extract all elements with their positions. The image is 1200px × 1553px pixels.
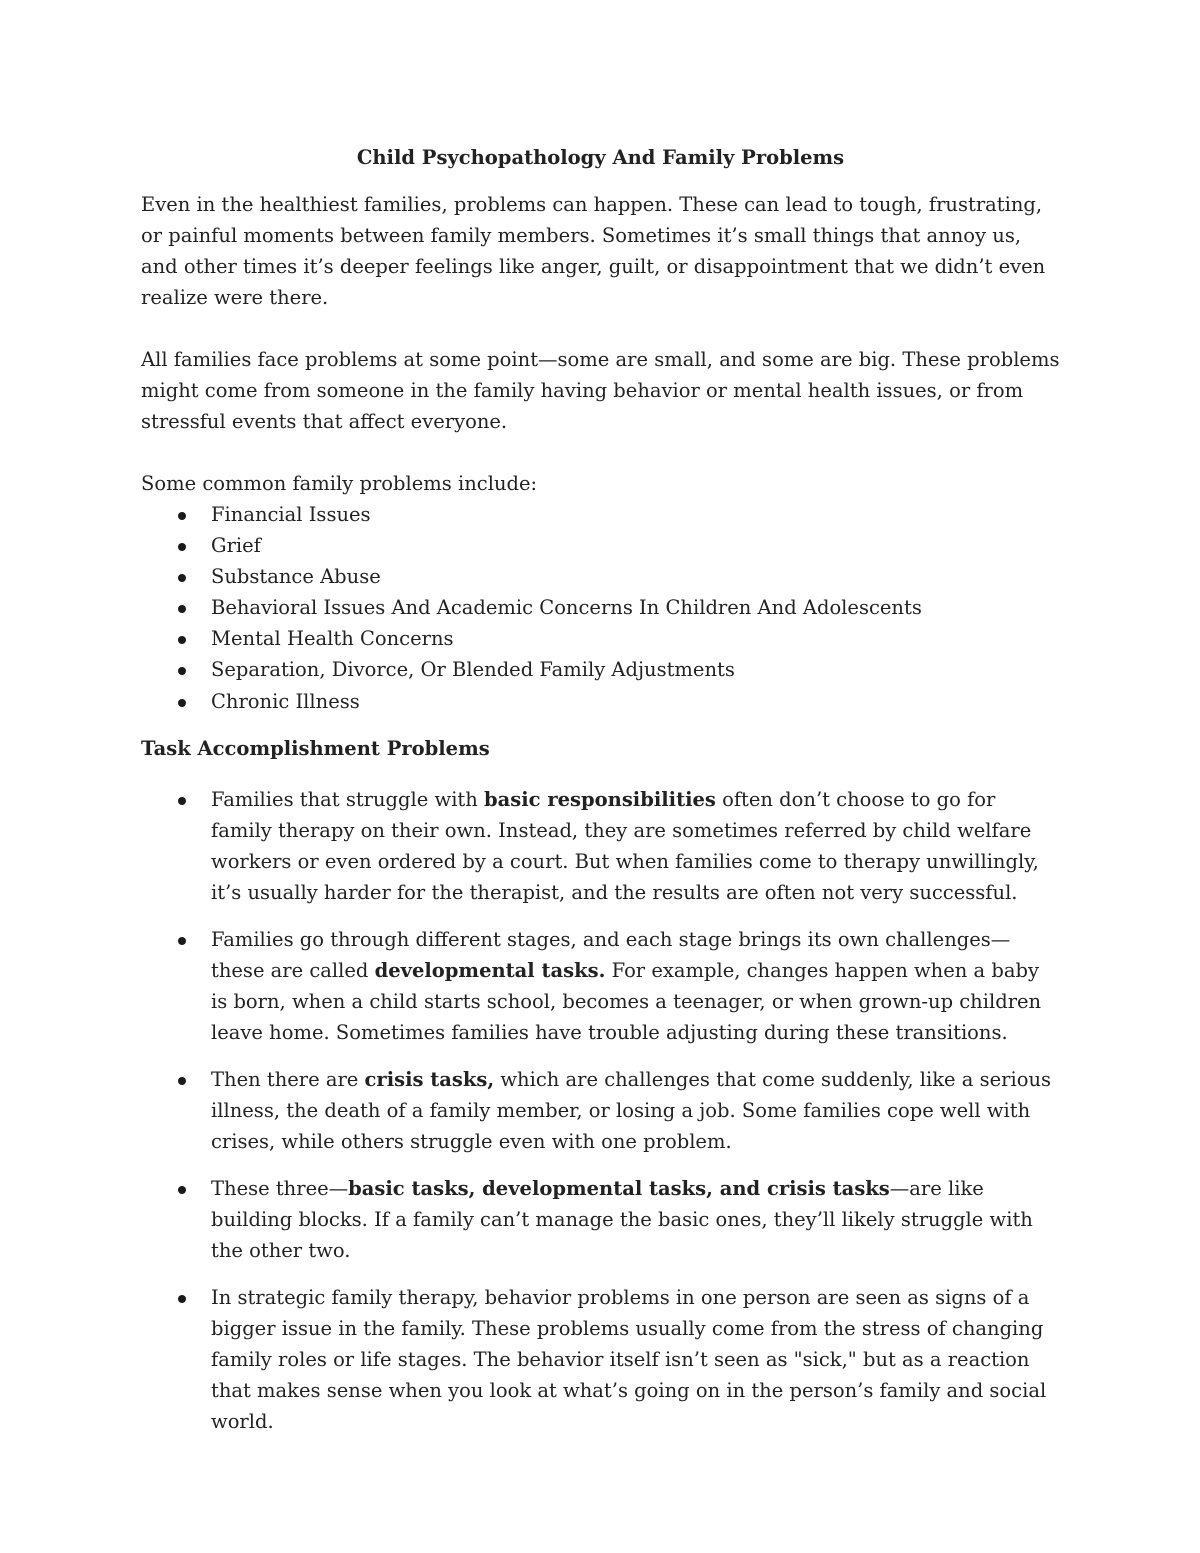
list-item-pre: Families that struggle with (211, 787, 485, 811)
list-item (211, 924, 1060, 1048)
task-problems-list (141, 784, 1060, 1437)
bullet-icon (178, 605, 186, 613)
bullet-icon (178, 1077, 186, 1085)
list-item-pre: Families go through different stages, and each stage brings its own challenges—these are called (211, 927, 1011, 982)
bullet-icon (178, 543, 186, 551)
list-item (211, 686, 1060, 717)
bullet-icon (178, 574, 186, 582)
list-item-text: Mental Health Concerns (211, 627, 454, 651)
document-title: Child Psychopathology And Family Problems (356, 146, 845, 169)
list-item-pre: These three— (211, 1176, 349, 1200)
bullet-icon (178, 1295, 186, 1303)
list-item-text: Chronic Illness (211, 689, 360, 713)
list-item (211, 654, 1060, 685)
list-item-post: which are challenges that come suddenly, like a serious illness, the death of a family member, or losing a job. Some families cope well with crises, while others struggle even with one problem. (211, 1067, 1052, 1153)
bullet-icon (178, 636, 186, 644)
list-item-text: Separation, Divorce, Or Blended Family Adjustments (211, 658, 735, 682)
list-item-post: —are like building blocks. If a family can’t manage the basic ones, they’ll likely struggle with the other two. (211, 1176, 1033, 1262)
bullet-icon (178, 1186, 186, 1194)
list-item (211, 1064, 1060, 1157)
list-item-pre: In strategic family therapy, behavior problems in one person are seen as signs of a bigger issue in the family. These problems usually come from the stress of changing family roles or life stages. The behavior itself isn’t seen as "sick," but as a reaction that makes sense when you look at what’s going on in the person’s family and social world. (211, 1285, 1047, 1433)
list-item (211, 499, 1060, 530)
common-problems-intro: Some common family problems include: (141, 472, 538, 495)
list-item (211, 1282, 1060, 1437)
list-item (211, 592, 1060, 623)
bullet-icon (178, 667, 186, 675)
common-problems-list (141, 499, 1060, 717)
list-item-text: Grief (211, 534, 261, 558)
list-item-bold: crisis tasks, (364, 1067, 495, 1091)
bullet-icon (178, 699, 186, 707)
list-item-text: Financial Issues (211, 503, 371, 526)
bullet-icon (178, 512, 186, 520)
list-item-text: Behavioral Issues And Academic Concerns In Children And Adolescents (211, 596, 922, 620)
list-item (211, 561, 1060, 592)
problems-paragraph: All families face problems at some point—some are small, and some are big. These problems might come from someone in the family having behavior or mental health issues, or from stressful events that affect everyone. (141, 348, 1060, 433)
list-item-bold: developmental tasks. (374, 958, 606, 982)
list-item (211, 784, 1060, 908)
list-item-bold: basic responsibilities (484, 787, 716, 811)
list-item-bold: basic tasks, developmental tasks, and crisis tasks (348, 1176, 890, 1200)
list-item-pre: Then there are (211, 1067, 365, 1091)
list-item-text: Substance Abuse (211, 565, 381, 589)
section-heading: Task Accomplishment Problems (141, 736, 490, 760)
bullet-icon (178, 797, 186, 805)
list-item (211, 530, 1060, 561)
list-item-post: For example, changes happen when a baby is born, when a child starts school, becomes a teenager, or when grown-up children leave home. Sometimes families have trouble adjusting during these transitions. (211, 958, 1042, 1044)
intro-paragraph: Even in the healthiest families, problems can happen. These can lead to tough, frustrating, or painful moments between family members. Sometimes it’s small things that annoy us, and other times it’s deeper feelings like anger, guilt, or disappointment that we didn’t even realize were there. (141, 193, 1046, 309)
list-item-post: often don’t choose to go for family therapy on their own. Instead, they are sometimes referred by child welfare workers or even ordered by a court. But when families come to therapy unwillingly, it’s usually harder for the therapist, and the results are often not very successful. (211, 787, 1039, 904)
list-item (211, 1173, 1060, 1266)
list-item (211, 623, 1060, 654)
bullet-icon (178, 937, 186, 945)
